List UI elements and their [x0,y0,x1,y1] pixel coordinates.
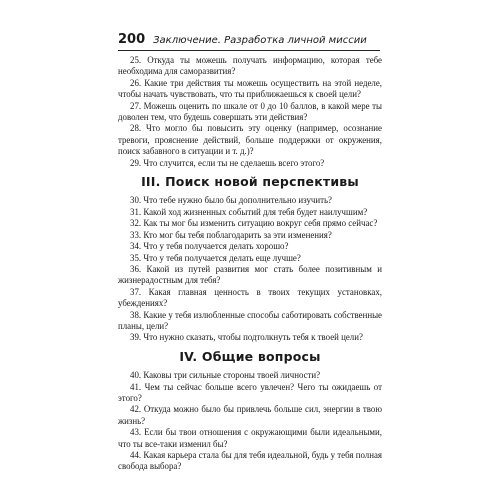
page-body [118,55,382,473]
question-31: 31. Какой ход жизненных событий для тебя будет наилучшим? [130,206,368,217]
question-32: 32. Как ты мог бы изменить ситуацию вокруг себя прямо сейчас? [130,218,378,229]
question-36: 36. Какой из путей развития мог стать более позитивным и жизнерадостным для тебя? [118,263,382,286]
question-40: 40. Каковы три сильные стороны твоей личности? [130,370,321,381]
question-29: 29. Что случится, если ты не сделаешь всего этого? [130,157,325,168]
section-heading-iii: III. Поиск новой перспективы [141,174,359,190]
question-37: 37. Какая главная ценность в твоих текущих установках, убеждениях? [118,286,382,309]
question-43: 43. Если бы твои отношения с окружающими были идеальными, что ты все-таки изменил бы? [118,427,382,449]
question-41: 41. Чем ты сейчас больше всего увлечен? Чего ты ожидаешь от этого? [118,381,382,403]
question-34: 34. Что у тебя получается делать хорошо? [130,241,289,252]
question-27: 27. Можешь оценить по шкале от 0 до 10 баллов, в какой мере ты доволен тем, что будешь совершать эти действия? [118,100,382,123]
question-35: 35. Что у тебя получается делать еще лучше? [130,252,301,263]
question-30: 30. Что тебе нужно было бы дополнительно изучить? [130,195,332,206]
question-26: 26. Какие три действия ты можешь осуществить на этой неделе, чтобы начать чувствовать, что ты приближаешься к своей цели? [118,77,382,100]
page-header [118,32,380,51]
section-heading-iv: IV. Общие вопросы [179,348,321,364]
question-39: 39. Что нужно сказать, чтобы подтолкнуть тебя к твоей цели? [130,332,363,343]
question-38: 38. Какие у тебя излюбленные способы саботировать собственные планы, цели? [118,309,382,331]
question-33: 33. Кто мог бы тебя поблагодарить за эти изменения? [130,229,332,240]
question-44: 44. Какая карьера стала бы для тебя идеальной, будь у тебя полная свобода выбора? [118,450,382,472]
question-25: 25. Откуда ты можешь получать информацию, которая тебе необходима для саморазвития? [118,55,382,77]
running-title: Заключение. Разработка личной миссии [153,35,367,46]
question-42: 42. Откуда можно было бы привлечь больше сил, энергии в твою жизнь? [118,404,382,426]
question-28: 28. Что могло бы повысить эту оценку (например, осознание тревоги, прояснение действий, больше поддержки от окружения, поиск забавного в ситуации и т. д.)? [118,123,382,157]
page-number: 200 [118,32,146,47]
